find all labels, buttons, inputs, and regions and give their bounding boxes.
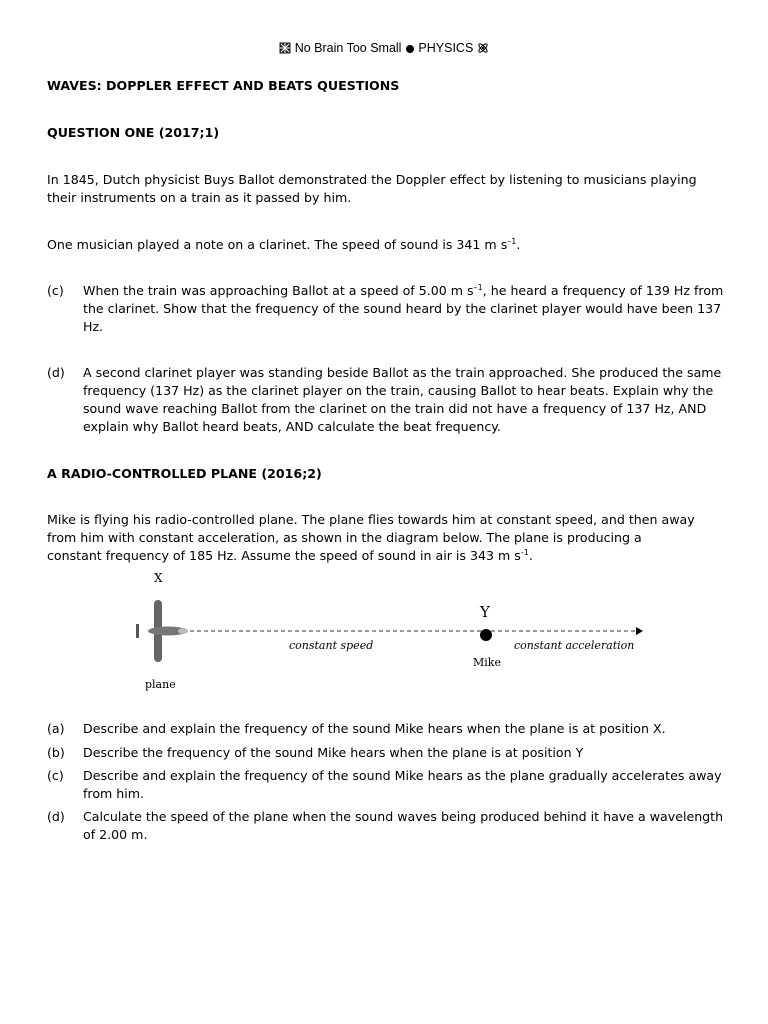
q2-a-label: (a) (47, 721, 65, 736)
q1-heading: QUESTION ONE (2017;1) (47, 125, 220, 140)
q2-heading: A RADIO-CONTROLLED PLANE (2016;2) (47, 466, 322, 481)
q1-d-text: A second clarinet player was standing beside Ballot as the train approached. She produced the same frequency (137 Hz) as the clarinet player on the train, causing Ballot to hear beats. Explain why the sound wave reaching Ballot from the clarinet on the train did not have a frequency of 137 Hz, AND explain why Ballot heard beats, AND calculate the beat frequency. (83, 365, 722, 434)
logo-icon (279, 42, 291, 57)
q1-part-d (47, 364, 727, 436)
black-dot-icon (405, 43, 415, 57)
q2-intro: Mike is flying his radio-controlled plane. The plane flies towards him at constant speed, and then away from him with constant acceleration, as shown in the diagram below. The plane is producing a constant frequency of 185 Hz. Assume the speed of sound in air is 343 m $s^{-1}$. (47, 512, 695, 563)
q2-part-a (47, 720, 727, 738)
arrow-head-icon (636, 627, 643, 635)
plane-icon (136, 600, 188, 662)
constant-acceleration-label: constant acceleration (514, 639, 635, 652)
q2-b-text: Describe the frequency of the sound Mike hears when the plane is at position Y (83, 745, 584, 760)
mike-label: Mike (473, 656, 501, 669)
header-left-text: No Brain Too Small (294, 41, 402, 55)
q2-b-label: (b) (47, 745, 65, 760)
q1-paragraph-2: One musician played a note on a clarinet. The speed of sound is 341 m $s^{-1}$. (47, 236, 521, 252)
plane-label: plane (145, 678, 176, 691)
diagram-y-label: Y (480, 603, 490, 621)
q2-d-text: Calculate the speed of the plane when the sound waves being produced behind it have a wavelength of 2.00 m. (83, 809, 724, 842)
q1-intro: In 1845, Dutch physicist Buys Ballot demonstrated the Doppler effect by listening to musicians playing their instruments on a train as it passed by him. (47, 172, 697, 205)
q1-part-c (47, 282, 727, 336)
atom-icon (477, 42, 489, 57)
q2-part-d (47, 808, 727, 844)
q2-c-text: Describe and explain the frequency of the sound Mike hears as the plane gradually accelerates away from him. (83, 768, 722, 801)
q2-c-label: (c) (47, 768, 64, 783)
constant-speed-label: constant speed (289, 639, 374, 652)
page-title: WAVES: DOPPLER EFFECT AND BEATS QUESTIONS (47, 78, 400, 93)
q2-part-b (47, 744, 727, 762)
page-header (0, 41, 768, 57)
q2-part-c (47, 767, 727, 803)
q1-d-label: (d) (47, 365, 65, 380)
diagram-x-label: X (154, 571, 163, 585)
q1-c-text: When the train was approaching Ballot at a speed of 5.00 m $s^{-1}$, he heard a frequency of 139 Hz from the clarinet. Show that the frequency of the sound heard by the clarinet player would have been 137 Hz. (83, 282, 724, 334)
header-right-text: PHYSICS (418, 41, 474, 55)
plane-diagram (128, 566, 648, 696)
q2-a-text: Describe and explain the frequency of the sound Mike hears when the plane is at position X. (83, 721, 666, 736)
q1-c-label: (c) (47, 283, 64, 298)
mike-dot (480, 629, 492, 641)
q2-d-label: (d) (47, 809, 65, 824)
